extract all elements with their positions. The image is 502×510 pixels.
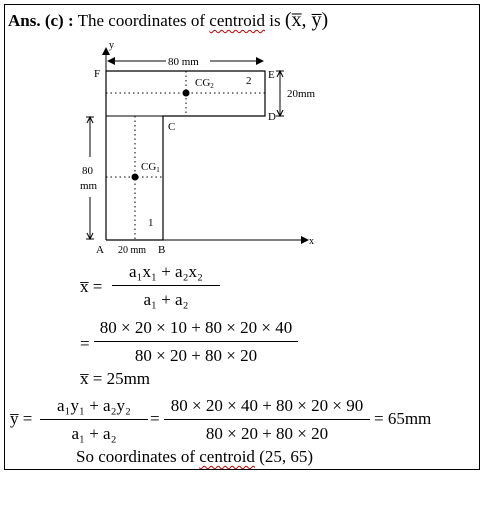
ybar-sub-fraction bbox=[164, 396, 370, 444]
corner-f: F bbox=[94, 68, 101, 80]
ybar-denominator: a₁ + a₂ bbox=[71, 424, 117, 443]
xbar-fraction-bar bbox=[112, 285, 220, 286]
x-axis-label: x bbox=[309, 236, 314, 247]
corner-b: B bbox=[158, 244, 166, 256]
dim-bottom-label: 20 mm bbox=[118, 245, 147, 256]
part-2-label: 2 bbox=[246, 75, 252, 87]
xbar-numerator: a₁x₁ + a₂x₂ bbox=[129, 262, 203, 281]
sub-fraction bbox=[94, 318, 298, 366]
xbar-denominator: a₁ + a₂ bbox=[143, 290, 189, 309]
dim-left-label-1: 80 bbox=[82, 165, 93, 177]
final-statement bbox=[76, 447, 313, 467]
dim-right-label: 20mm bbox=[287, 88, 316, 100]
dim-top-label: 80 mm bbox=[168, 56, 199, 68]
ybar-sub-denominator: 80 × 20 + 80 × 20 bbox=[205, 424, 329, 443]
heading-centroid-word: centroid bbox=[209, 11, 265, 30]
part-1-label: 1 bbox=[148, 217, 154, 229]
ybar-result: = 65mm bbox=[374, 409, 432, 428]
heading-coords: (x̅, y̅) bbox=[284, 9, 329, 31]
y-axis-label: y bbox=[109, 40, 114, 51]
cg1-point bbox=[132, 174, 139, 181]
corner-a: A bbox=[96, 244, 104, 256]
ybar-eq-sign: = bbox=[150, 409, 160, 428]
sub-numerator: 80 × 20 × 10 + 80 × 20 × 40 bbox=[99, 318, 293, 337]
ybar-fraction-bar bbox=[40, 419, 148, 420]
cg2-label: CG2 bbox=[195, 77, 214, 90]
heading-is: is bbox=[269, 11, 281, 30]
answer-label: Ans. (c) : bbox=[8, 11, 74, 30]
sub-fraction-bar bbox=[94, 341, 298, 342]
ybar-numerator: a₁y₁ + a₂y₂ bbox=[57, 396, 131, 415]
heading-text: The coordinates of bbox=[77, 11, 206, 30]
xbar-fraction bbox=[112, 262, 220, 310]
dim-left-label-2: mm bbox=[80, 180, 98, 192]
cg2-point bbox=[183, 90, 190, 97]
ybar-lhs: y̅ = bbox=[10, 409, 33, 428]
ybar-sub-numerator: 80 × 20 × 40 + 80 × 20 × 90 bbox=[170, 396, 364, 415]
corner-e: E bbox=[268, 69, 275, 81]
final-prefix: So coordinates of bbox=[76, 447, 195, 466]
corner-c: C bbox=[168, 121, 176, 133]
xbar-result: x̅ = 25mm bbox=[80, 369, 151, 388]
final-centroid-word: centroid bbox=[199, 447, 255, 466]
final-value: (25, 65) bbox=[259, 447, 314, 466]
ybar-sub-fraction-bar bbox=[164, 419, 370, 420]
ybar-fraction bbox=[40, 396, 148, 444]
cg1-label: CG1 bbox=[141, 161, 160, 174]
xbar-lhs: x̅ = bbox=[80, 277, 103, 296]
sub-denominator: 80 × 20 + 80 × 20 bbox=[134, 346, 258, 365]
corner-d: D bbox=[268, 111, 276, 123]
sub-eq-sign: = bbox=[80, 334, 90, 353]
